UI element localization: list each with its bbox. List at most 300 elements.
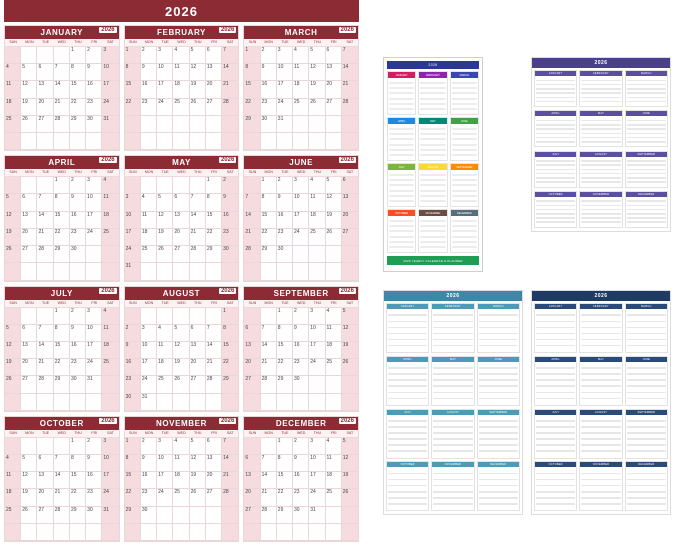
day-cell: 29 bbox=[244, 116, 260, 133]
day-cell: 9 bbox=[261, 64, 277, 81]
day-cell bbox=[293, 133, 309, 150]
month-header bbox=[5, 26, 119, 39]
day-cell: 11 bbox=[102, 325, 118, 342]
thumb-month-name: DECEMBER bbox=[451, 210, 478, 216]
day-cell bbox=[157, 507, 173, 524]
weekday-label: WED bbox=[57, 170, 67, 175]
thumb-month-name: NOVEMBER bbox=[580, 192, 621, 197]
thumb-month-name: OCTOBER bbox=[535, 192, 576, 197]
weekday-header-row bbox=[125, 39, 239, 47]
thumb-week-row bbox=[627, 321, 666, 323]
day-cell bbox=[309, 524, 325, 541]
thumb-month-name: JANUARY bbox=[388, 72, 415, 78]
month-block bbox=[124, 25, 240, 151]
weekday-label: SUN bbox=[9, 40, 17, 44]
day-cell: 19 bbox=[309, 81, 325, 98]
thumb-month-block bbox=[431, 409, 474, 459]
thumb-week-row bbox=[627, 209, 666, 211]
day-cell: 24 bbox=[86, 359, 102, 376]
day-cell bbox=[157, 177, 173, 194]
day-cell: 15 bbox=[277, 342, 293, 359]
day-cell: 21 bbox=[342, 81, 358, 98]
day-cell: 31 bbox=[277, 116, 293, 133]
day-cell: 17 bbox=[141, 359, 157, 376]
thumb-month-block bbox=[386, 303, 429, 353]
day-cell: 19 bbox=[342, 342, 358, 359]
day-cell bbox=[293, 116, 309, 133]
day-cell bbox=[157, 263, 173, 280]
thumb-week-row bbox=[581, 160, 620, 162]
thumb-month-name: JULY bbox=[535, 152, 576, 157]
day-cell: 17 bbox=[157, 472, 173, 489]
thumbnail-teal-calendar[interactable] bbox=[383, 290, 523, 515]
day-cell: 7 bbox=[261, 325, 277, 342]
weekday-label: SUN bbox=[248, 40, 257, 44]
thumb-month-name: AUGUST bbox=[419, 164, 446, 170]
month-year-badge: 2026 bbox=[220, 27, 235, 33]
weekday-label: SUN bbox=[128, 430, 137, 435]
weekday-label: THU bbox=[194, 300, 202, 305]
thumb-week-row bbox=[420, 195, 445, 197]
day-cell: 26 bbox=[342, 359, 358, 376]
day-cell: 16 bbox=[86, 472, 102, 489]
thumb-week-row bbox=[389, 174, 414, 176]
day-cell: 29 bbox=[125, 507, 141, 524]
thumb-week-row bbox=[452, 241, 477, 243]
day-cell: 21 bbox=[190, 229, 206, 246]
day-cell: 26 bbox=[173, 376, 189, 393]
thumb-week-row bbox=[389, 241, 414, 243]
day-cell: 14 bbox=[206, 342, 222, 359]
thumb-month-block bbox=[450, 209, 479, 253]
thumb-week-row bbox=[479, 398, 518, 400]
thumb-week-row bbox=[433, 314, 472, 316]
day-cell bbox=[102, 376, 118, 393]
day-cell: 24 bbox=[309, 489, 325, 506]
thumb-month-name: MAY bbox=[580, 111, 621, 116]
weekday-label: SAT bbox=[107, 40, 114, 44]
thumb-week-row bbox=[627, 164, 666, 166]
thumb-month-rows bbox=[580, 116, 621, 146]
weekday-label: MON bbox=[144, 430, 154, 435]
day-cell bbox=[141, 116, 157, 133]
thumb-month-rows bbox=[535, 467, 576, 510]
day-cell: 11 bbox=[173, 64, 189, 81]
day-cell: 24 bbox=[141, 376, 157, 393]
day-cell bbox=[70, 394, 86, 411]
day-cell: 18 bbox=[5, 489, 21, 506]
month-block bbox=[4, 416, 120, 542]
thumb-month-block bbox=[450, 163, 479, 207]
thumb-month-rows bbox=[387, 362, 428, 405]
thumb-week-row bbox=[536, 177, 575, 179]
thumb-week-row bbox=[420, 236, 445, 238]
day-cells bbox=[244, 308, 358, 411]
day-cell bbox=[86, 246, 102, 263]
weekday-label: SAT bbox=[107, 170, 114, 175]
day-cell: 18 bbox=[326, 342, 342, 359]
weekday-label: SUN bbox=[9, 170, 17, 175]
thumb-week-row bbox=[433, 432, 472, 434]
thumb-month-name: SEPTEMBER bbox=[626, 410, 667, 415]
weekday-label: WED bbox=[296, 300, 306, 305]
thumb-week-row bbox=[581, 169, 620, 171]
day-cell: 3 bbox=[277, 47, 293, 64]
day-cell: 16 bbox=[277, 212, 293, 229]
day-cell: 12 bbox=[309, 64, 325, 81]
thumb-week-row bbox=[389, 190, 414, 192]
day-cell: 4 bbox=[309, 177, 325, 194]
weekday-label: TUE bbox=[161, 40, 169, 44]
day-cell: 9 bbox=[141, 455, 157, 472]
day-cell bbox=[326, 524, 342, 541]
month-name: JULY bbox=[50, 288, 73, 298]
day-cell bbox=[5, 133, 21, 150]
thumb-week-row bbox=[627, 101, 666, 103]
thumb-month-rows bbox=[387, 467, 428, 510]
day-cell bbox=[261, 524, 277, 541]
thumb-week-row bbox=[433, 444, 472, 446]
day-cell: 8 bbox=[244, 64, 260, 81]
day-cell: 16 bbox=[261, 81, 277, 98]
thumb-week-row bbox=[389, 149, 414, 151]
day-cell: 3 bbox=[157, 47, 173, 64]
thumb-month-rows bbox=[626, 415, 667, 458]
day-cell: 25 bbox=[173, 489, 189, 506]
thumb-month-rows bbox=[478, 467, 519, 510]
thumb-week-row bbox=[627, 137, 666, 139]
weekday-label: THU bbox=[313, 170, 322, 175]
thumb-month-rows bbox=[580, 157, 621, 187]
weekday-label: TUE bbox=[281, 40, 289, 44]
weekday-label: WED bbox=[296, 430, 306, 435]
thumb-week-row bbox=[627, 345, 666, 347]
day-cell: 24 bbox=[102, 489, 118, 506]
day-cell: 1 bbox=[206, 177, 222, 194]
thumb-week-row bbox=[536, 327, 575, 329]
weekday-label: SUN bbox=[248, 170, 257, 175]
month-header bbox=[244, 156, 358, 169]
day-cell: 3 bbox=[86, 308, 102, 325]
day-cell: 3 bbox=[125, 194, 141, 211]
day-cell bbox=[190, 308, 206, 325]
day-cell: 5 bbox=[326, 177, 342, 194]
thumb-week-row bbox=[420, 138, 445, 140]
day-cell: 17 bbox=[102, 81, 118, 98]
weekday-label: SUN bbox=[9, 430, 17, 435]
day-cell: 17 bbox=[86, 212, 102, 229]
day-cell: 13 bbox=[37, 472, 53, 489]
thumb-week-row bbox=[627, 367, 666, 369]
calendar-year-banner: 2026 bbox=[4, 0, 359, 22]
day-cell bbox=[54, 47, 70, 64]
thumb-week-row bbox=[627, 120, 666, 122]
thumb-week-row bbox=[420, 103, 445, 105]
day-cell: 6 bbox=[206, 47, 222, 64]
thumb-month-rows bbox=[580, 467, 621, 510]
thumb-rainbow-footer: 2026 YEARLY CALENDAR & PLANNER bbox=[387, 256, 479, 265]
day-cell bbox=[5, 47, 21, 64]
day-cell: 4 bbox=[102, 308, 118, 325]
day-cell: 29 bbox=[261, 246, 277, 263]
thumb-month-block bbox=[579, 151, 622, 188]
thumb-month-rows bbox=[419, 124, 446, 160]
thumb-month-rows bbox=[432, 309, 473, 352]
thumb-month-name: APRIL bbox=[388, 118, 415, 124]
month-header bbox=[244, 417, 358, 430]
thumb-week-row bbox=[433, 479, 472, 481]
thumb-week-row bbox=[536, 379, 575, 381]
thumb-week-row bbox=[452, 225, 477, 227]
thumb-week-row bbox=[388, 503, 427, 505]
thumb-week-row bbox=[627, 497, 666, 499]
thumb-week-row bbox=[627, 92, 666, 94]
thumb-week-row bbox=[581, 491, 620, 493]
day-cell: 22 bbox=[70, 99, 86, 116]
thumb-week-row bbox=[433, 379, 472, 381]
day-cell: 23 bbox=[125, 376, 141, 393]
thumb-week-row bbox=[581, 339, 620, 341]
day-cells bbox=[244, 47, 358, 150]
day-cell bbox=[261, 133, 277, 150]
day-cell: 17 bbox=[125, 229, 141, 246]
day-cell: 13 bbox=[37, 81, 53, 98]
day-cell: 26 bbox=[157, 246, 173, 263]
thumb-week-row bbox=[536, 181, 575, 183]
day-cell: 27 bbox=[37, 116, 53, 133]
thumb-week-row bbox=[452, 92, 477, 94]
thumb-month-block bbox=[534, 461, 577, 511]
day-cell bbox=[70, 133, 86, 150]
day-cell: 7 bbox=[54, 455, 70, 472]
day-cell: 18 bbox=[141, 229, 157, 246]
thumb-week-row bbox=[420, 174, 445, 176]
thumb-month-rows bbox=[419, 78, 446, 114]
month-name: DECEMBER bbox=[275, 418, 327, 428]
day-cell: 7 bbox=[54, 64, 70, 81]
month-year-badge: 2026 bbox=[340, 417, 354, 424]
thumb-month-rows bbox=[451, 124, 478, 160]
weekday-label: THU bbox=[313, 40, 322, 44]
thumbnail-navy-calendar[interactable] bbox=[531, 290, 671, 515]
day-cell bbox=[326, 263, 342, 280]
thumb-week-row bbox=[581, 101, 620, 103]
day-cell: 7 bbox=[37, 194, 53, 211]
day-cell: 5 bbox=[190, 47, 206, 64]
day-cell bbox=[277, 524, 293, 541]
thumb-week-row bbox=[389, 154, 414, 156]
day-cell bbox=[222, 507, 238, 524]
day-cell: 28 bbox=[37, 376, 53, 393]
day-cell bbox=[326, 376, 342, 393]
day-cell: 20 bbox=[190, 359, 206, 376]
month-year-badge: 2026 bbox=[101, 417, 115, 424]
day-cell: 7 bbox=[190, 194, 206, 211]
month-header bbox=[125, 26, 239, 39]
thumb-week-row bbox=[452, 200, 477, 202]
thumb-week-row bbox=[479, 327, 518, 329]
thumb-month-block bbox=[625, 191, 668, 228]
thumb-week-row bbox=[420, 87, 445, 89]
thumb-week-row bbox=[452, 230, 477, 232]
thumb-month-block bbox=[450, 117, 479, 161]
weekday-label: WED bbox=[177, 300, 186, 305]
day-cell: 30 bbox=[86, 116, 102, 133]
day-cell: 4 bbox=[5, 64, 21, 81]
day-cell: 6 bbox=[37, 455, 53, 472]
day-cell: 5 bbox=[157, 194, 173, 211]
day-cell: 24 bbox=[102, 99, 118, 116]
day-cell: 27 bbox=[173, 246, 189, 263]
thumb-week-row bbox=[581, 314, 620, 316]
weekday-label: THU bbox=[194, 430, 202, 435]
thumb-week-row bbox=[388, 485, 427, 487]
day-cell: 11 bbox=[5, 472, 21, 489]
day-cell bbox=[54, 133, 70, 150]
thumb-week-row bbox=[389, 220, 414, 222]
day-cell: 23 bbox=[293, 489, 309, 506]
thumb-week-row bbox=[536, 88, 575, 90]
day-cell: 25 bbox=[293, 99, 309, 116]
thumb-week-row bbox=[536, 160, 575, 162]
day-cell: 20 bbox=[173, 229, 189, 246]
day-cell: 13 bbox=[244, 472, 260, 489]
thumb-week-row bbox=[536, 205, 575, 207]
thumb-month-name: FEBRUARY bbox=[580, 304, 621, 309]
day-cell bbox=[190, 394, 206, 411]
day-cell: 21 bbox=[261, 489, 277, 506]
thumb-week-row bbox=[388, 373, 427, 375]
day-cell: 14 bbox=[261, 472, 277, 489]
thumb-month-block bbox=[625, 356, 668, 406]
day-cell: 13 bbox=[244, 342, 260, 359]
day-cell: 21 bbox=[206, 359, 222, 376]
day-cell: 1 bbox=[277, 308, 293, 325]
day-cell bbox=[102, 394, 118, 411]
weekday-label: TUE bbox=[161, 430, 169, 435]
day-cell: 25 bbox=[5, 116, 21, 133]
day-cell: 21 bbox=[222, 472, 238, 489]
day-cell: 3 bbox=[309, 438, 325, 455]
thumbnail-rainbow-calendar[interactable] bbox=[383, 57, 483, 272]
thumb-month-name: JUNE bbox=[451, 118, 478, 124]
thumb-month-block bbox=[579, 70, 622, 107]
day-cell: 30 bbox=[70, 246, 86, 263]
day-cell: 2 bbox=[222, 177, 238, 194]
day-cell: 22 bbox=[54, 229, 70, 246]
thumb-week-row bbox=[452, 98, 477, 100]
weekday-header-row bbox=[125, 430, 239, 438]
thumb-week-row bbox=[536, 133, 575, 135]
day-cell: 9 bbox=[125, 342, 141, 359]
thumb-month-block bbox=[625, 151, 668, 188]
day-cell: 24 bbox=[157, 489, 173, 506]
thumb-month-rows bbox=[626, 197, 667, 227]
day-cell: 4 bbox=[5, 455, 21, 472]
thumb-week-row bbox=[627, 392, 666, 394]
thumb-month-name: JUNE bbox=[478, 357, 519, 362]
day-cell bbox=[190, 133, 206, 150]
day-cell: 31 bbox=[141, 394, 157, 411]
day-cell: 15 bbox=[244, 81, 260, 98]
day-cell bbox=[342, 263, 358, 280]
month-header bbox=[5, 156, 119, 169]
day-cell: 29 bbox=[222, 376, 238, 393]
month-name: MARCH bbox=[284, 28, 318, 37]
thumb-week-row bbox=[433, 373, 472, 375]
day-cell bbox=[21, 263, 37, 280]
day-cell: 19 bbox=[5, 229, 21, 246]
day-cell: 16 bbox=[86, 81, 102, 98]
thumb-month-rows bbox=[387, 415, 428, 458]
day-cell: 5 bbox=[21, 64, 37, 81]
day-cell bbox=[37, 133, 53, 150]
weekday-label: FRI bbox=[211, 40, 217, 44]
thumb-week-row bbox=[389, 92, 414, 94]
thumb-week-row bbox=[581, 164, 620, 166]
thumb-week-row bbox=[627, 181, 666, 183]
thumbnail-purple-calendar[interactable] bbox=[531, 57, 671, 232]
day-cell bbox=[261, 438, 277, 455]
day-cell: 5 bbox=[309, 47, 325, 64]
day-cell: 10 bbox=[309, 455, 325, 472]
thumb-week-row bbox=[536, 503, 575, 505]
day-cell bbox=[37, 177, 53, 194]
weekday-label: FRI bbox=[211, 430, 217, 435]
day-cell: 13 bbox=[173, 212, 189, 229]
day-cell bbox=[125, 524, 141, 541]
day-cell: 14 bbox=[54, 81, 70, 98]
day-cell bbox=[21, 308, 37, 325]
day-cell: 15 bbox=[70, 81, 86, 98]
thumb-week-row bbox=[420, 220, 445, 222]
thumb-week-row bbox=[581, 200, 620, 202]
month-year-badge: 2026 bbox=[220, 157, 235, 164]
thumb-week-row bbox=[627, 503, 666, 505]
thumb-week-row bbox=[627, 128, 666, 130]
thumb-month-rows bbox=[535, 197, 576, 227]
day-cell: 11 bbox=[141, 212, 157, 229]
day-cell: 29 bbox=[277, 507, 293, 524]
day-cell bbox=[309, 246, 325, 263]
thumb-week-row bbox=[627, 169, 666, 171]
day-cell: 9 bbox=[86, 64, 102, 81]
weekday-header-row bbox=[244, 39, 358, 47]
thumb-week-row bbox=[388, 479, 427, 481]
thumb-month-rows bbox=[388, 124, 415, 160]
thumb-week-row bbox=[433, 392, 472, 394]
thumb-week-row bbox=[536, 392, 575, 394]
day-cell bbox=[5, 263, 21, 280]
thumb-week-row bbox=[420, 144, 445, 146]
thumb-week-row bbox=[536, 164, 575, 166]
thumb-month-block bbox=[418, 71, 447, 115]
day-cell bbox=[86, 524, 102, 541]
day-cell: 6 bbox=[342, 177, 358, 194]
thumb-navy-year: 2026 bbox=[532, 291, 670, 301]
thumb-month-name: NOVEMBER bbox=[432, 462, 473, 467]
day-cell: 23 bbox=[86, 489, 102, 506]
thumb-week-row bbox=[452, 108, 477, 110]
day-cell: 15 bbox=[222, 342, 238, 359]
day-cell: 10 bbox=[141, 342, 157, 359]
thumb-week-row bbox=[479, 333, 518, 335]
thumb-week-row bbox=[581, 398, 620, 400]
day-cell: 30 bbox=[141, 507, 157, 524]
thumb-week-row bbox=[420, 128, 445, 130]
day-cell: 20 bbox=[326, 81, 342, 98]
day-cell: 20 bbox=[342, 212, 358, 229]
